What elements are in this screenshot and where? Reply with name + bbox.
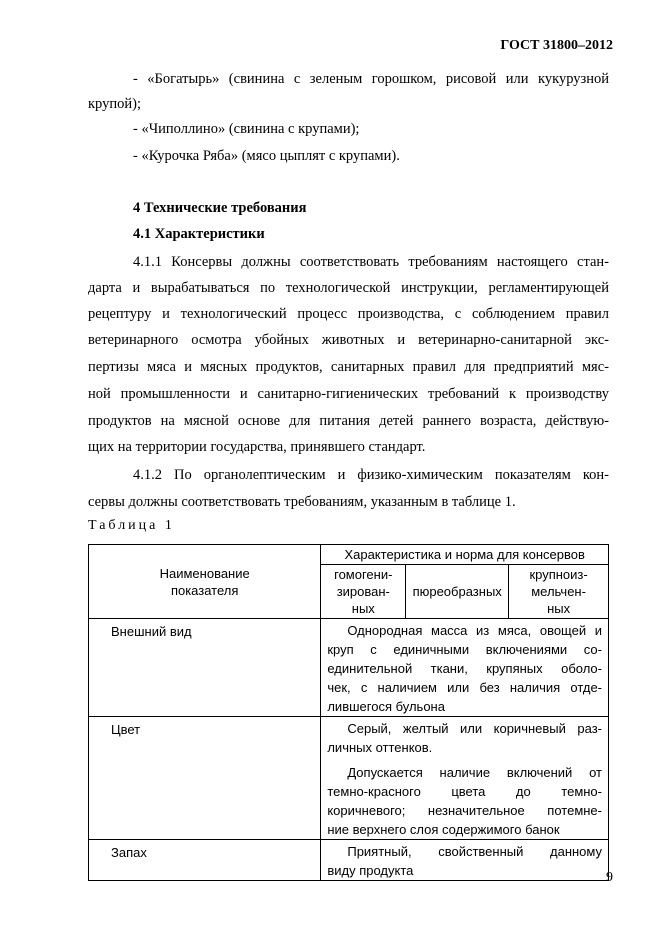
table-caption: Таблица 1 (88, 518, 175, 533)
table-row (89, 840, 609, 881)
header-indicator-name (89, 545, 321, 619)
header-col-homogenized-l3: ных (351, 601, 375, 616)
para-4-1-1-line-5: пертизы мяса и мясных продуктов, санитарных правил для предприятий мяс- (88, 359, 609, 375)
header-col-coarse-l2: мельчен- (531, 584, 586, 599)
header-col-puree: пюреобразных (406, 565, 509, 619)
table-row (89, 717, 609, 840)
subsection-heading: 4.1 Характеристики (133, 226, 265, 242)
list-item-bogatyr-cont: крупой); (88, 96, 141, 112)
header-col-homogenized-l1: гомогени- (334, 567, 393, 582)
color-line-5: коричневого; незначительное потемне- (327, 803, 602, 818)
list-item-chipollino: - «Чиполлино» (свинина с крупами); (133, 121, 360, 137)
color-line-2: личных оттенков. (327, 740, 433, 755)
smell-line-2: виду продукта (327, 863, 414, 878)
list-item-kurochka: - «Курочка Ряба» (мясо цыплят с крупами). (133, 148, 400, 164)
para-4-1-1-line-2: дарта и вырабатываться по технологической инструкции, регламентирующей (88, 280, 609, 296)
header-indicator-name-line1: Наименование (159, 565, 250, 581)
row-value-smell (321, 840, 609, 881)
page-number: 9 (606, 870, 613, 885)
appearance-line-4: чек, с наличием или без наличия отде- (327, 680, 602, 695)
para-4-1-1-line-6: ной промышленности и санитарно-гигиенических требований к производству (88, 386, 609, 402)
para-4-1-1-line-7: продуктов на мясной основе для питания детей раннего возраста, действую- (88, 413, 609, 429)
row-value-appearance (321, 619, 609, 717)
table-row (89, 619, 609, 717)
para-4-1-1-line-4: ветеринарного осмотра убойных животных и ветеринарно-санитарной экс- (88, 332, 609, 348)
header-indicator-name-line2: показателя (170, 582, 239, 598)
para-4-1-2-line-1: 4.1.2 По органолептическим и физико-химическим показателям кон- (133, 467, 609, 483)
appearance-line-5: лившегося бульона (327, 699, 445, 714)
header-col-homogenized-l2: зирован- (336, 584, 390, 599)
color-line-1: Серый, желтый или коричневый раз- (347, 721, 602, 736)
document-standard-header: ГОСТ 31800–2012 (500, 38, 613, 53)
header-characteristic-group: Характеристика и норма для консервов (321, 545, 609, 565)
para-4-1-1-line-3: рецептуру и технологический процесс производства, с соблюдением правил (88, 306, 609, 322)
header-col-coarse-l1: крупноиз- (529, 567, 588, 582)
header-col-coarse (509, 565, 609, 619)
color-line-4: темно-красного цвета до темно- (327, 784, 602, 799)
section-heading: 4 Технические требования (133, 200, 307, 216)
appearance-line-2: круп с единичными включениями со- (327, 642, 602, 657)
para-4-1-1-line-8: щих на территории государства, принявшего стандарт. (88, 439, 426, 455)
para-4-1-2-line-2: сервы должны соответствовать требованиям, указанным в таблице 1. (88, 494, 516, 510)
appearance-line-1: Однородная масса из мяса, овощей и (347, 623, 602, 638)
row-name-smell: Запах (89, 840, 321, 881)
row-name-appearance: Внешний вид (89, 619, 321, 717)
row-value-color (321, 717, 609, 840)
para-4-1-1-line-1: 4.1.1 Консервы должны соответствовать требованиям настоящего стан- (133, 254, 609, 270)
table-1 (88, 544, 609, 881)
header-col-homogenized (321, 565, 406, 619)
color-line-6: ние верхнего слоя содержимого банок (327, 822, 560, 837)
appearance-line-3: единительной ткани, крупяных оболо- (327, 661, 602, 676)
smell-line-1: Приятный, свойственный данному (347, 844, 602, 859)
header-col-coarse-l3: ных (547, 601, 571, 616)
row-name-color: Цвет (89, 717, 321, 840)
list-item-bogatyr: - «Богатырь» (свинина с зеленым горошком, рисовой или кукурузной (133, 71, 609, 87)
color-line-3: Допускается наличие включений от (347, 765, 602, 780)
